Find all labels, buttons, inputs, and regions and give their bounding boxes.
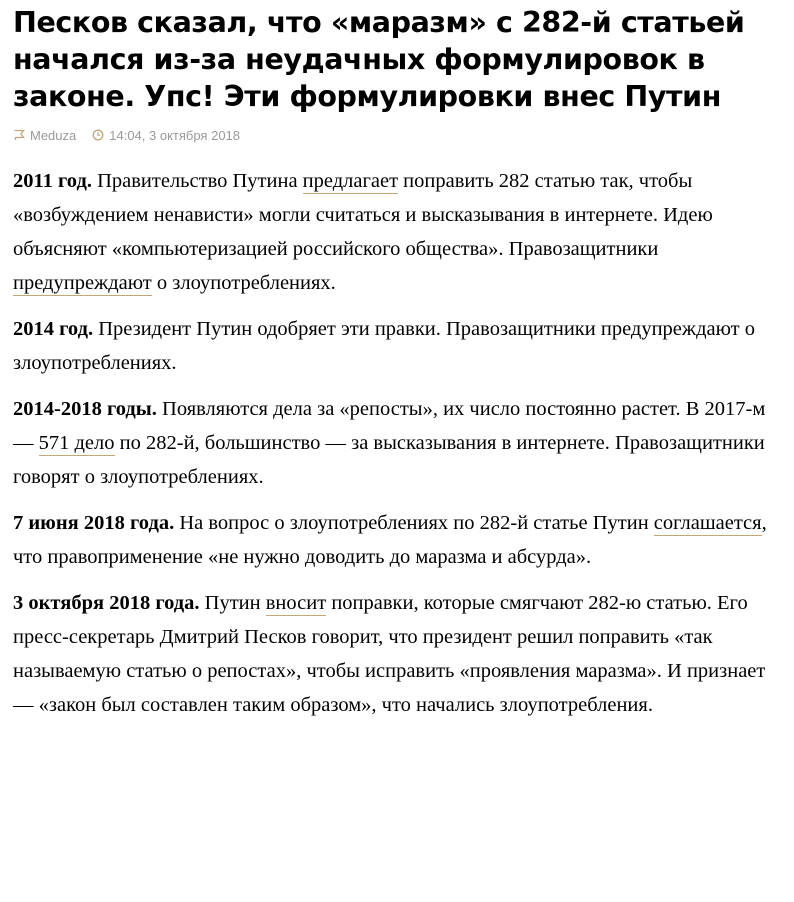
inline-link[interactable]: 571 дело bbox=[38, 432, 115, 454]
inline-link[interactable]: предупреждают bbox=[13, 272, 152, 294]
article bbox=[13, 0, 788, 734]
paragraph-text: о злоупотреблениях. bbox=[151, 272, 336, 294]
timeline-paragraph bbox=[13, 506, 788, 574]
datetime-item bbox=[92, 128, 240, 143]
inline-link[interactable]: предлагает bbox=[302, 170, 399, 192]
timeline-paragraph bbox=[13, 164, 788, 300]
paragraph-date: 2014 год. bbox=[13, 318, 94, 340]
paragraph-date: 7 июня 2018 года. bbox=[13, 512, 175, 534]
article-body bbox=[13, 164, 788, 722]
paragraph-text: Появляются дела за «репосты», их число постоянно растет. В 2017-м — bbox=[13, 398, 766, 454]
paragraph-date: 2011 год. bbox=[13, 170, 92, 192]
timeline-paragraph bbox=[13, 586, 788, 722]
clock-icon bbox=[92, 129, 104, 141]
paragraph-date: 2014-2018 годы. bbox=[13, 398, 157, 420]
source-name: Meduza bbox=[30, 127, 77, 143]
paragraph-text: Президент Путин одобряет эти правки. Правозащитники предупреждают о злоупотреблениях. bbox=[13, 318, 755, 374]
paragraph-text: , что правоприменение «не нужно доводить до маразма и абсурда». bbox=[13, 512, 767, 568]
paragraph-text: Путин bbox=[199, 592, 266, 614]
inline-link[interactable]: вносит bbox=[265, 592, 327, 614]
paragraph-text: Правительство Путина bbox=[91, 170, 303, 192]
paragraph-text: На вопрос о злоупотреблениях по 282-й статье Путин bbox=[174, 512, 654, 534]
inline-link[interactable]: соглашается bbox=[653, 512, 762, 534]
paragraph-text: поправки, которые смягчают 282-ю статью. Его пресс-секретарь Дмитрий Песков говорит, что президент решил поправить «так называемую статью о репостах», чтобы исправить «проявления маразма». И признает — «закон был составлен таким образом», что начались злоупотребления. bbox=[13, 592, 766, 716]
timeline-paragraph bbox=[13, 392, 788, 494]
timeline-paragraph bbox=[13, 312, 788, 380]
source-item[interactable] bbox=[13, 128, 76, 143]
paragraph-text: поправить 282 статью так, чтобы «возбуждением ненависти» могли считаться и высказывания в интернете. Идею объясняют «компьютеризацией российского общества». Правозащитники bbox=[13, 170, 713, 260]
paragraph-text: по 282-й, большинство — за высказывания в интернете. Правозащитники говорят о злоупотреблениях. bbox=[13, 432, 765, 488]
source-flag-icon bbox=[13, 129, 25, 141]
publish-datetime: 14:04, 3 октября 2018 bbox=[109, 127, 241, 143]
article-meta bbox=[13, 126, 788, 144]
paragraph-date: 3 октября 2018 года. bbox=[13, 592, 200, 614]
article-headline: Песков сказал, что «маразм» с 282-й статьей начался из-за неудачных формулировок в законе. Упс! Эти формулировки внес Путин bbox=[13, 6, 745, 113]
